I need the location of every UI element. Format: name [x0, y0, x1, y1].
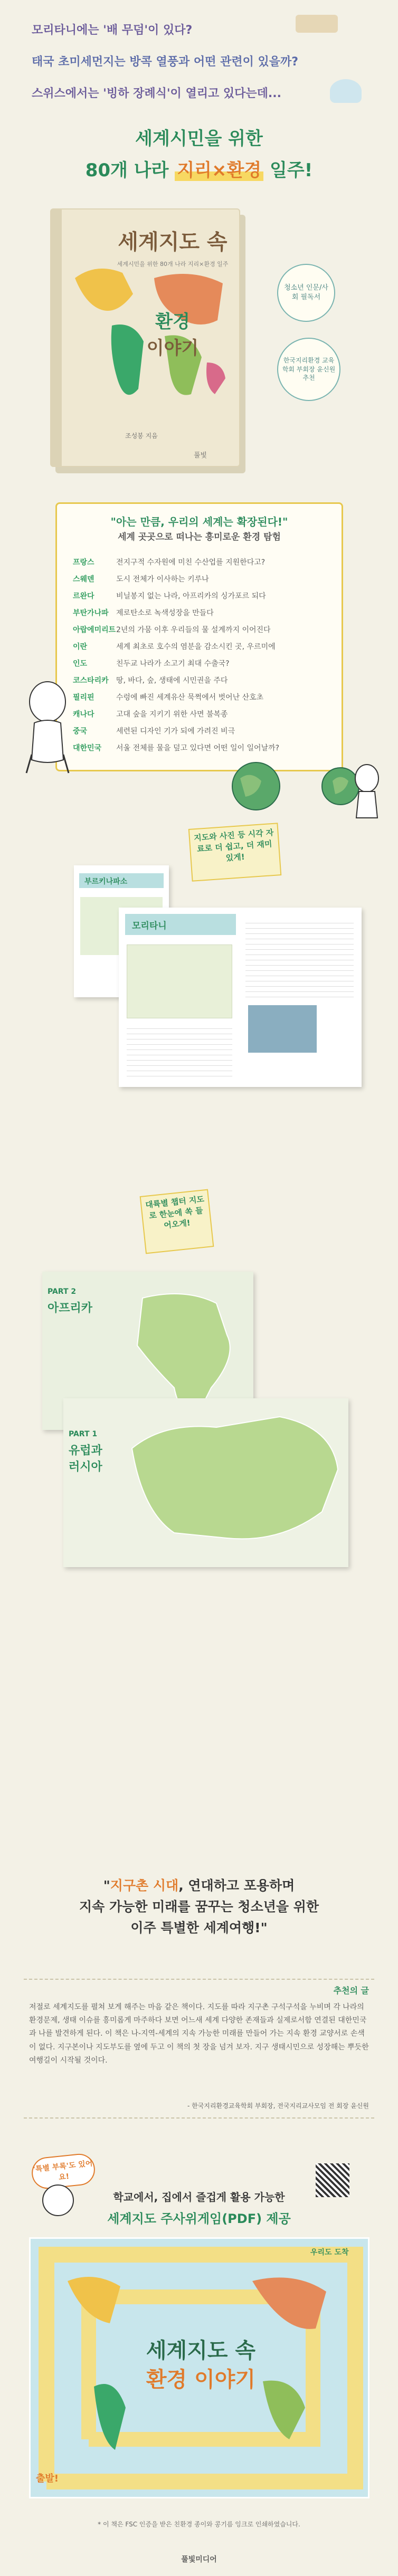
board-finish-label: 우리도 도착 — [310, 2248, 349, 2257]
page-europe — [63, 1398, 348, 1567]
book-spine — [51, 209, 62, 466]
headline-line-2 — [0, 156, 398, 182]
part-2-name: 아프리카 — [48, 1302, 93, 1315]
feature-tag-maps: 대륙별 챕터 지도로 한눈에 쏙 들어오게! — [140, 1189, 214, 1254]
list-item: 캐나다 고대 숲을 지키기 위한 사면 불복종 — [73, 710, 228, 719]
list-item: 프랑스 전지구적 수자원에 미친 수산업를 지원한다고? — [73, 558, 266, 567]
list-item: 부탄가나파 제로탄소로 녹색성장을 만들다 — [73, 609, 214, 617]
part-2-label: PART 2 — [48, 1287, 77, 1296]
headline-part-a: 80개 나라 — [85, 160, 175, 181]
qr-code-icon — [316, 2163, 349, 2197]
intro-question-3: 스위스에서는 '빙하 장례식'이 열리고 있다는데... — [32, 87, 281, 100]
book-title-line-1: 세계지도 속 — [118, 230, 228, 254]
text-lines — [245, 918, 354, 997]
text-lines — [127, 1024, 232, 1076]
part-1-label: PART 1 — [69, 1430, 98, 1438]
game-line-2: 세계지도 주사위게임(PDF) 제공 — [107, 2211, 291, 2226]
book-publisher: 풀빛 — [194, 452, 207, 460]
recommendation-section — [24, 1979, 374, 2119]
country-list-card — [55, 502, 343, 771]
page-mauritania — [119, 908, 362, 1087]
intro-question-2: 태국 초미세먼지는 방콕 열풍과 어떤 관련이 있을까? — [32, 55, 299, 69]
footer-note: * 이 책은 FSC 인증을 받은 친환경 종이와 콩기름 잉크로 인쇄하였습니다. — [98, 2521, 300, 2528]
feature-tag-visuals: 지도와 사진 등 시각 자료로 더 쉽고, 더 재미있게! — [188, 823, 282, 882]
book-subtitle: 세계시민을 위한 80개 나라 지리×환경 일주 — [117, 261, 229, 268]
book-title-line-3: 이야기 — [146, 338, 199, 359]
earth-icon — [222, 755, 290, 813]
quote-line-2: 지속 가능한 미래를 꿈꾸는 청소년을 위한 — [79, 1899, 319, 1914]
part-1-name: 유럽과 러시아 — [69, 1444, 102, 1474]
list-item: 인도 친두교 나라가 소고기 최대 수출국? — [73, 660, 230, 668]
recommendation-label: 추천의 글 — [333, 1986, 369, 1996]
board-title-line-2: 환경 이야기 — [146, 2368, 256, 2392]
book-cover — [50, 208, 240, 467]
footer-publisher: 풀빛미디어 — [181, 2555, 217, 2564]
special-appendix-bubble: '특별 부록'도 있어요! — [30, 2152, 97, 2190]
list-item: 대한민국 서울 전체를 물을 덮고 있다면 어떤 일이 일어날까? — [73, 744, 280, 752]
book-title-line-2: 환경 — [155, 311, 190, 332]
list-item: 코스타리카 땅, 바다, 숲, 생태에 시민권을 주다 — [73, 676, 228, 685]
badge-endorsement: 한국지리환경 교육학회 부회장 윤신원 추천 — [277, 338, 340, 401]
glacier-illustration — [330, 79, 362, 103]
headline-part-b: 지리×환경 — [175, 160, 263, 181]
book-author: 조성봉 지음 — [125, 432, 158, 440]
list-item: 스웨덴 도시 전체가 이사하는 키루나 — [73, 575, 209, 584]
list-item: 필리핀 수렁에 빠진 세계유산 묵쩍에서 벗어난 산호초 — [73, 693, 264, 702]
headline-part-c: 일주! — [263, 160, 313, 181]
badge-recommended-reading: 청소년 인문/사회 필독서 — [277, 264, 335, 322]
page-title-left: 부르키나파소 — [84, 877, 128, 886]
headline-line-1: 세계시민을 위한 — [135, 128, 263, 149]
card-heading: "아는 만큼, 우리의 세계는 확장된다!" — [110, 516, 288, 528]
list-item: 아랍에미리트2년의 가뭄 이후 우리들의 물 설계까지 이어진다 — [73, 626, 271, 634]
board-start-label: 출발! — [36, 2473, 59, 2484]
quote-line-1: "지구촌 시대, 연대하고 포용하며 — [103, 1878, 295, 1893]
board-game-map — [29, 2237, 369, 2498]
recommendation-signature: - 한국지리환경교육학회 부회장, 전국지리교사모임 전 회장 윤신원 — [187, 2102, 369, 2110]
character-right-illustration — [317, 749, 385, 828]
page-title-right: 모리타니 — [132, 921, 167, 931]
map-image — [127, 944, 232, 1018]
card-subheading: 세계 곳곳으로 떠나는 흥미로운 환경 탐험 — [118, 532, 281, 542]
quote-line-3: 이주 특별한 세계여행!" — [130, 1920, 268, 1935]
list-item: 르완다 비닐봉지 없는 나라, 아프리카의 싱가포르 되다 — [73, 592, 266, 600]
list-item: 이란 세계 최초로 호수의 염분을 감소시킨 곳, 우르미에 — [73, 643, 276, 651]
character-left-illustration — [16, 675, 79, 776]
board-title-line-1: 세계지도 속 — [146, 2339, 256, 2363]
intro-question-1: 모리타니에는 '배 무덤'이 있다? — [32, 24, 193, 37]
game-line-1: 학교에서, 집에서 즐겁게 활용 가능한 — [113, 2191, 285, 2203]
photo-image — [248, 1005, 317, 1053]
recommendation-body: 저절로 세계지도를 펼쳐 보게 해주는 마음 같은 책이다. 지도를 따라 지구촌 구석구석을 누비며 각 나라의 환경문제, 생태 이슈를 흥미롭게 마주하다 보면 어느새 세계 다양한 존재들과 실제로서함 연결된 대한민국과 나를 발견하게 된다. 이 책은 나-지역-세계의 지속 가능한 미래를 만들어 가는 지속 환경 교양서로 손색이 없다. 지구본이나 지도부도를 옆에 두고 이 책의 첫 장을 넘겨 보자. 지구 생태시민으로 성장해는 뿌듯한 여행길이 시작될 것이다. — [29, 2003, 369, 2065]
europe-map — [121, 1406, 343, 1559]
list-item: 중국 세련된 디자인 기가 되에 가려진 비극 — [73, 727, 235, 736]
shipwreck-illustration — [296, 15, 338, 33]
